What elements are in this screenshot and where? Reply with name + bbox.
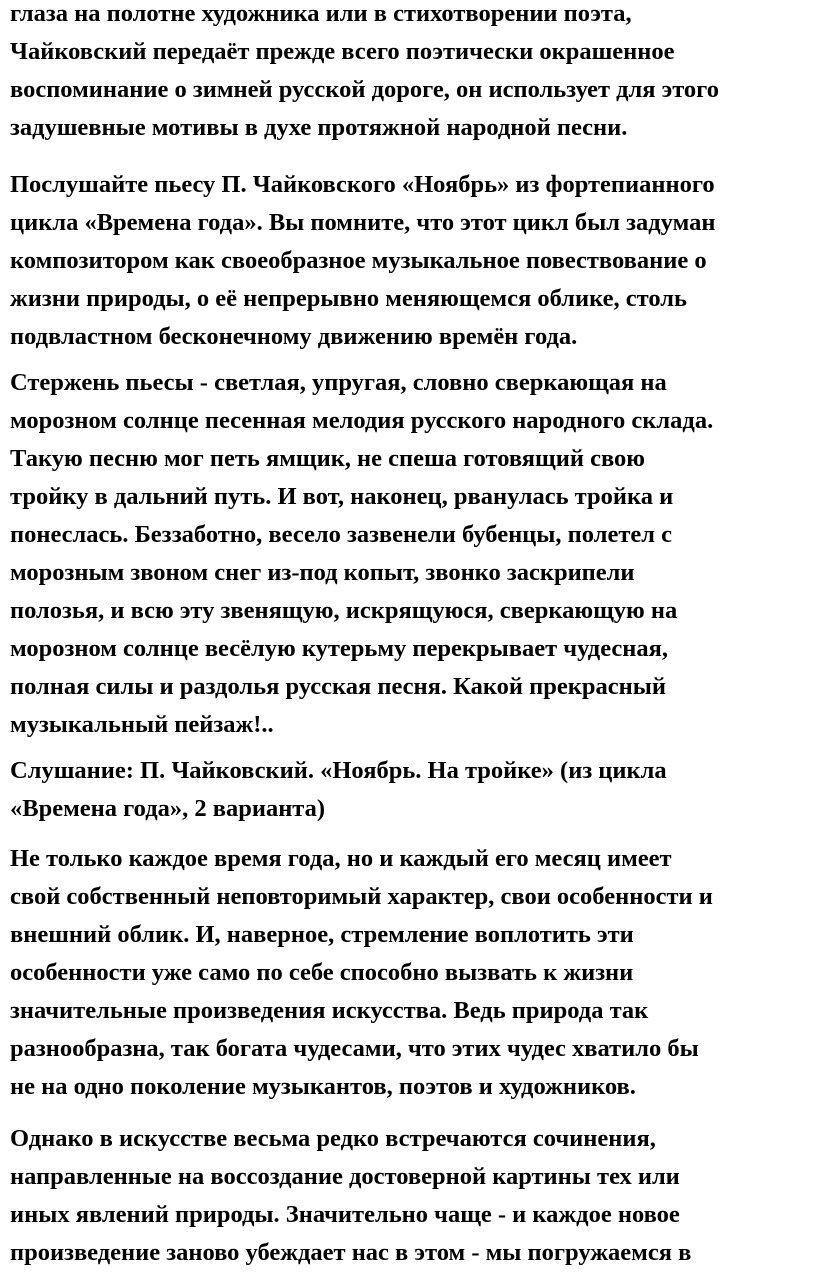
paragraph-continuation: [10, 0, 719, 147]
text-line: морозным звоном снег из-под копыт, звонко заскрипели: [10, 559, 635, 586]
text-line: морозном солнце песенная мелодия русского народного склада.: [10, 407, 714, 434]
text-line: направленные на воссоздание достоверной картины тех или: [10, 1163, 680, 1190]
paragraph-art-nature: [10, 1120, 691, 1272]
text-line: полная силы и раздолья русская песня. Какой прекрасный: [10, 673, 666, 700]
paragraph-seasons-character: [10, 840, 713, 1106]
text-line: подвластном бесконечному движению времён года.: [10, 323, 578, 350]
text-line: Стержень пьесы - светлая, упругая, словно сверкающая на: [10, 369, 667, 396]
text-line: особенности уже само по себе способно вызвать к жизни: [10, 959, 634, 986]
text-line: Слушание: П. Чайковский. «Ноябрь. На тройке» (из цикла: [10, 757, 667, 784]
text-line: «Времена года», 2 варианта): [10, 795, 326, 822]
text-line: свой собственный неповторимый характер, свои особенности и: [10, 883, 713, 910]
text-line: музыкальный пейзаж!..: [10, 711, 274, 738]
text-line: полозья, и всю эту звенящую, искрящуюся, сверкающую на: [10, 597, 678, 624]
text-line: жизни природы, о её непрерывно меняющемся облике, столь: [10, 285, 687, 312]
text-line: Однако в искусстве весьма редко встречаются сочинения,: [10, 1125, 656, 1152]
text-line: тройку в дальний путь. И вот, наконец, рванулась тройка и: [10, 483, 674, 510]
text-line: произведение заново убеждает нас в этом - мы погружаемся в: [10, 1239, 692, 1266]
text-line: Чайковский передаёт прежде всего поэтически окрашенное: [10, 38, 675, 65]
text-line: Не только каждое время года, но и каждый его месяц имеет: [10, 845, 672, 872]
text-line: разнообразна, так богата чудесами, что этих чудес хватило бы: [10, 1035, 699, 1062]
text-line: морозном солнце весёлую кутерьму перекрывает чудесная,: [10, 635, 668, 662]
text-line: композитором как своеобразное музыкальное повествование о: [10, 247, 707, 274]
text-line: понеслась. Беззаботно, весело зазвенели бубенцы, полетел с: [10, 521, 672, 548]
paragraph-piece-description: [10, 364, 713, 744]
text-line: задушевные мотивы в духе протяжной народной песни.: [10, 114, 628, 141]
text-line: цикла «Времена года». Вы помните, что этот цикл был задуман: [10, 209, 716, 236]
paragraph-listening-assignment: [10, 752, 667, 828]
text-line: Послушайте пьесу П. Чайковского «Ноябрь» из фортепианного: [10, 171, 715, 198]
text-line: значительные произведения искусства. Ведь природа так: [10, 997, 649, 1024]
text-line: Такую песню мог петь ямщик, не спеша готовящий свою: [10, 445, 646, 472]
text-line: не на одно поколение музыкантов, поэтов и художников.: [10, 1073, 636, 1100]
paragraph-listen-invitation: [10, 166, 715, 356]
text-line: глаза на полотне художника или в стихотворении поэта,: [10, 0, 632, 27]
text-line: внешний облик. И, наверное, стремление воплотить эти: [10, 921, 634, 948]
text-line: иных явлений природы. Значительно чаще - и каждое новое: [10, 1201, 680, 1228]
text-line: воспоминание о зимней русской дороге, он использует для этого: [10, 76, 719, 103]
